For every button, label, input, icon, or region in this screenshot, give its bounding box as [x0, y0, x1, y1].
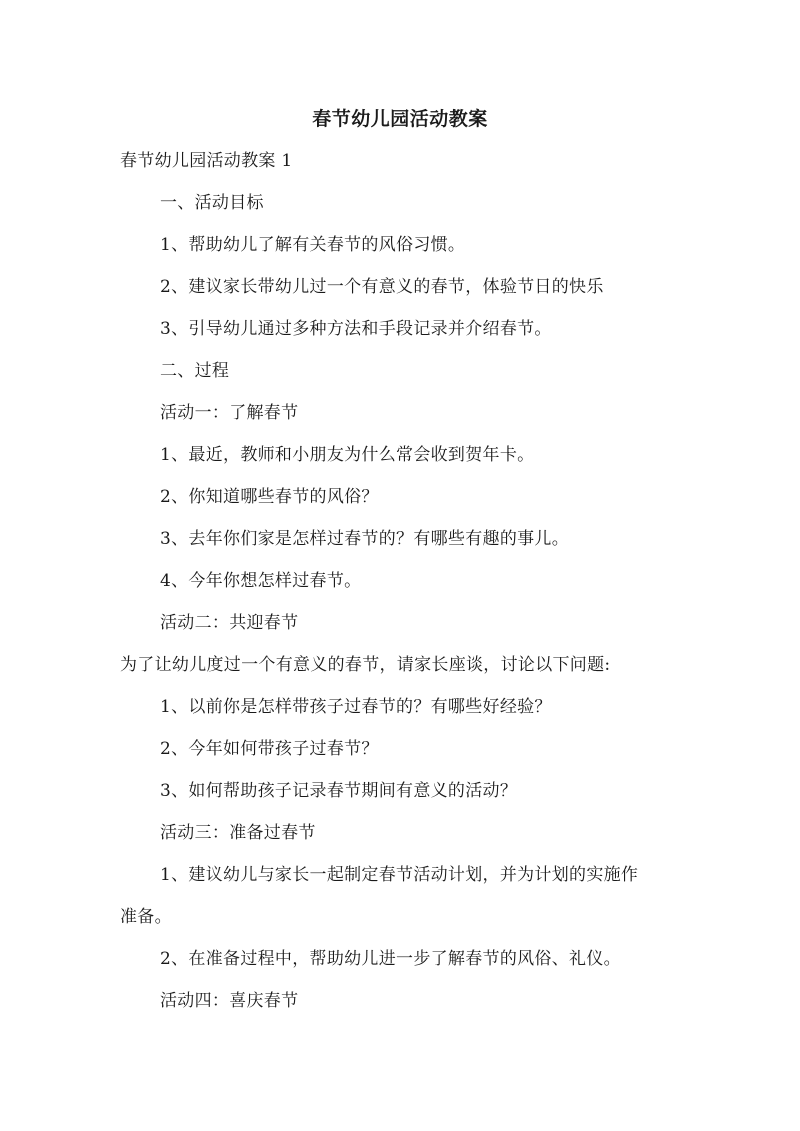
paragraph: 1、最近，教师和小朋友为什么常会收到贺年卡。	[160, 445, 535, 465]
paragraph: 一、活动目标	[160, 193, 264, 213]
paragraph: 4、今年你想怎样过春节。	[160, 571, 362, 591]
paragraph: 3、引导幼儿通过多种方法和手段记录并介绍春节。	[160, 319, 552, 339]
paragraph: 2、你知道哪些春节的风俗？	[160, 487, 379, 507]
paragraph: 3、去年你们家是怎样过春节的？有哪些有趣的事儿。	[160, 529, 570, 549]
paragraph: 2、在准备过程中，帮助幼儿进一步了解春节的风俗、礼仪。	[160, 949, 621, 969]
paragraph: 1、建议幼儿与家长一起制定春节活动计划，并为计划的实施作	[160, 865, 639, 885]
paragraph: 1、以前你是怎样带孩子过春节的？有哪些好经验？	[160, 697, 552, 717]
paragraph: 活动四：喜庆春节	[160, 991, 299, 1011]
paragraph: 活动三：准备过春节	[160, 823, 316, 843]
paragraph: 2、今年如何带孩子过春节？	[160, 739, 379, 759]
paragraph: 二、过程	[160, 361, 230, 381]
section-heading: 春节幼儿园活动教案 1	[120, 151, 293, 171]
document-title: 春节幼儿园活动教案	[312, 108, 488, 130]
paragraph: 活动一：了解春节	[160, 403, 299, 423]
paragraph: 为了让幼儿度过一个有意义的春节，请家长座谈，讨论以下问题:	[120, 655, 611, 675]
paragraph: 活动二：共迎春节	[160, 613, 299, 633]
paragraph-continuation: 准备。	[120, 907, 172, 927]
paragraph: 2、建议家长带幼儿过一个有意义的春节，体验节日的快乐	[160, 277, 604, 297]
paragraph: 1、帮助幼儿了解有关春节的风俗习惯。	[160, 235, 466, 255]
paragraph: 3、如何帮助孩子记录春节期间有意义的活动？	[160, 781, 518, 801]
